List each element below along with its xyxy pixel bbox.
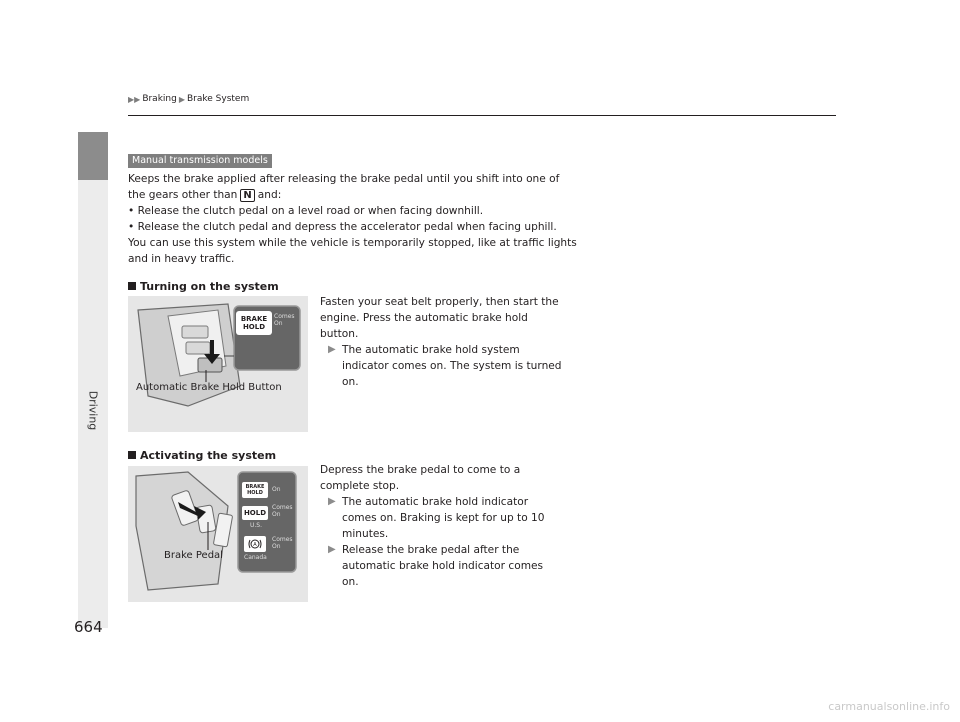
indicator-status [272,504,293,518]
pedal-illustration [128,466,308,602]
intro-line: Keeps the brake applied after releasing the brake pedal until you shift into one of [128,173,560,185]
intro-line [128,187,281,203]
hold-indicator-icon: HOLD [242,506,268,520]
indicator-status-text: On [272,543,281,550]
bullet-icon: • [128,205,135,217]
result-arrow-icon: ▶ [328,544,336,555]
indicator-status-text: Comes [274,313,295,320]
section-label [78,390,108,430]
bullet-item [128,203,483,219]
brake-symbol-svg [247,538,263,550]
brake-hold-indicator-icon [236,311,272,335]
text-line: Fasten your seat belt properly, then start the [320,296,559,308]
text-line: The automatic brake hold indicator [342,496,529,508]
brake-hold-indicator-icon [242,482,268,498]
section-heading [128,449,276,462]
indicator-status-text: On [272,511,281,518]
svg-text:A: A [253,542,257,548]
section-heading-text: Activating the system [140,449,277,462]
sidebar-tab [78,132,108,180]
bullet-icon: • [128,221,135,233]
region-label: Canada [244,554,267,561]
text-line: Depress the brake pedal to come to a [320,464,521,476]
indicator-text: BRAKE [245,484,265,490]
breadcrumb-item[interactable]: Braking [142,94,177,104]
section-label-text: Driving [86,390,100,430]
intro-line: You can use this system while the vehicle is temporarily stopped, like at traffic lights [128,237,577,249]
breadcrumb-item[interactable]: Brake System [187,94,250,104]
intro-line: and in heavy traffic. [128,253,235,265]
text-line: comes on. Braking is kept for up to 10 [342,512,545,524]
result-item [320,494,545,542]
region-label: U.S. [250,522,263,529]
bullet-text: Release the clutch pedal on a level road or when facing downhill. [137,205,484,217]
section1-text [320,294,562,390]
indicator-status [274,313,295,327]
header-rule [128,115,836,116]
indicator-status [272,536,293,550]
bullet-text: Release the clutch pedal and depress the accelerator pedal when facing uphill. [137,221,557,233]
indicator-text: BRAKE [240,315,268,323]
heading-square-icon [128,451,136,459]
text-line: Release the brake pedal after the [342,544,520,556]
indicator-status-text: Comes [272,536,293,543]
breadcrumb-arrow-icon: ▶▶ [128,94,141,104]
gear-n-key: N [240,189,254,202]
brake-pedal-figure [128,466,308,602]
text-line: on. [342,376,359,388]
intro-text: the gears other than [128,189,238,201]
breadcrumb-arrow-icon: ▶ [178,94,185,104]
bullet-item [128,219,557,235]
text-line: minutes. [342,528,389,540]
text-line: The automatic brake hold system [342,344,520,356]
model-badge: Manual transmission models [128,154,272,168]
text-line: button. [320,328,359,340]
indicator-status: On [272,486,281,493]
figure-caption: Brake Pedal [164,550,223,561]
indicator-status-text: On [274,320,283,327]
breadcrumb [128,94,249,104]
result-arrow-icon: ▶ [328,344,336,355]
indicator-text: HOLD [247,490,263,496]
result-item [320,342,562,390]
text-line: complete stop. [320,480,400,492]
text-line: engine. Press the automatic brake hold [320,312,528,324]
figure-caption: Automatic Brake Hold Button [136,382,282,393]
result-arrow-icon: ▶ [328,496,336,507]
heading-square-icon [128,282,136,290]
section-heading-text: Turning on the system [140,280,279,293]
text-line: indicator comes on. The system is turned [342,360,562,372]
text-line: automatic brake hold indicator comes [342,560,544,572]
indicator-status-text: Comes [272,504,293,511]
text-line: on. [342,576,359,588]
intro-text: and: [257,189,282,201]
section2-text [320,462,545,590]
brake-hold-symbol-icon [244,536,266,552]
result-item [320,542,545,590]
watermark: carmanualsonline.info [828,700,950,713]
section-heading [128,280,279,293]
indicator-text: HOLD [242,323,266,331]
brake-hold-button-figure [128,296,308,432]
page-number: 664 [74,618,103,636]
